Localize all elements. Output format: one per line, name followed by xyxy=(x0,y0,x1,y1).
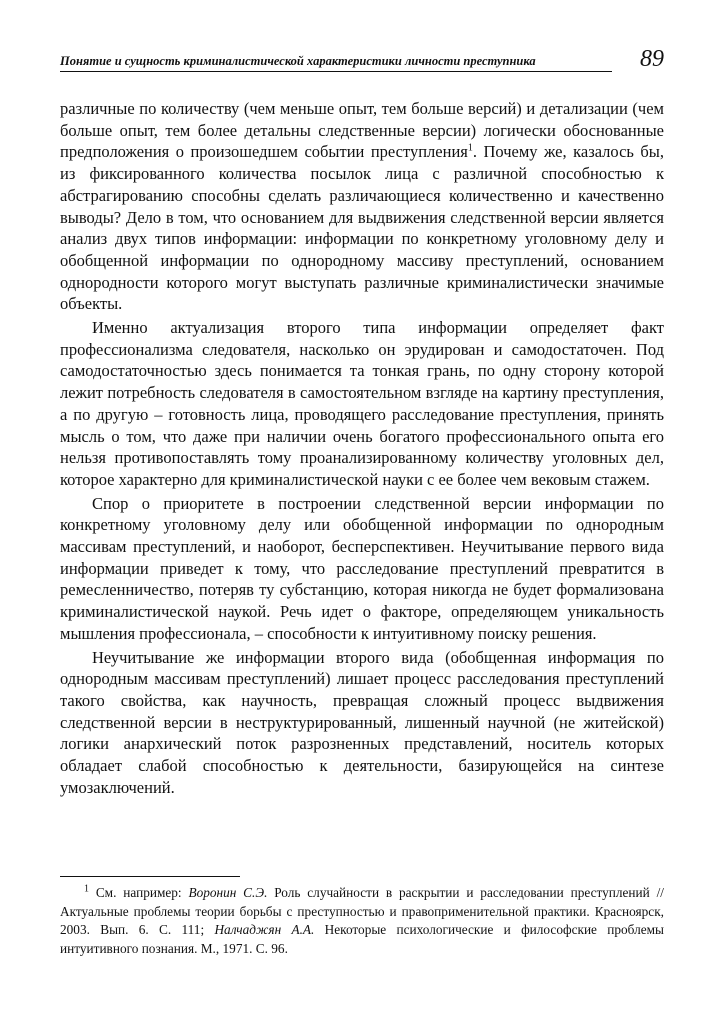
footnote-text xyxy=(60,884,664,958)
running-head: Понятие и сущность криминалистической характеристики личности преступника xyxy=(60,54,612,72)
paragraph-2: Именно актуализация второго типа информации определяет факт профессионализма следователя, насколько он эрудирован и самодостаточен. Под самодостаточностью здесь понимается та тонкая грань, по одну сторону которой лежит потребность следователя в самостоятельном взгляде на картину преступления, а по другую – готовность лица, проводящего расследование преступления, принять мысль о том, что даже при наличии очень богатого профессионального опыта его нельзя противопоставлять тому проанализированному количеству уголовных дел, которое характерно для криминалистической науки с ее более чем вековым стажем. xyxy=(60,318,664,489)
footnote-author-1: Воронин С.Э. xyxy=(188,885,268,900)
footnote-separator xyxy=(60,876,240,877)
footnote-reference: 1 xyxy=(467,142,473,154)
page-number: 89 xyxy=(640,46,664,72)
body-text xyxy=(60,98,664,799)
footnote-lead: См. например: xyxy=(89,885,189,900)
paragraph-3: Спор о приоритете в построении следственной версии информации по конкретному уголовному делу или обобщенной информации по однородным массивам преступлений, и наоборот, бесперспективен. Неучитывание первого вида информации приведет к тому, что расследование преступлений превратится в ремесленничество, потеряв ту субстанцию, которая никогда не будет формализована криминалистической наукой. Речь идет о факторе, определяющем уникальность мышления профессионала, – способности к интуитивному поиску решения. xyxy=(60,493,664,643)
footnote-source-1: Роль случайности в раскрытии и расследовании преступлений // Актуальные проблемы теории борьбы с преступностью и правоприменительной практики. Красноярск, 2003. Вып. 6. С. 111; xyxy=(60,885,664,938)
paragraph-1-part-a: различные по количеству (чем меньше опыт, тем больше версий) и детализации (чем больше опыт, тем более детальны следственные версии) логически обоснованные предположения о произошедшем событии преступления xyxy=(60,99,664,162)
footnote-marker: 1 xyxy=(84,883,89,895)
footnote-source-2: Некоторые психологические и философские проблемы интуитивного познания. М., 1971. С. 96. xyxy=(60,922,664,956)
footnote-author-2: Налчаджян А.А. xyxy=(214,922,315,938)
paragraph-1-part-b: . Почему же, казалось бы, из фиксированного количества посылок лица с различной способностью к абстрагированию способны сделать различающиеся количественно и качественно выводы? Дело в том, что основанием для выдвижения следственной версии является анализ двух типов информации: информации по конкретному уголовному делу и обобщенной информации по однородному массиву преступлений, основанием однородности которого могут выступать различные криминалистически значимые объекты. xyxy=(60,142,664,314)
paragraph-4: Неучитывание же информации второго вида (обобщенная информация по однородным массивам преступлений) лишает процесс расследования преступлений такого свойства, как научность, превращая сложный процесс выдвижения следственной версии в неструктурированный, лишенный научной (не житейской) логики анархический поток разрозненных представлений, носитель которых обладает слабой способностью к деятельности, базирующейся на синтезе умозаключений. xyxy=(60,647,664,797)
footnote xyxy=(60,884,664,958)
paragraph-1 xyxy=(60,98,664,315)
